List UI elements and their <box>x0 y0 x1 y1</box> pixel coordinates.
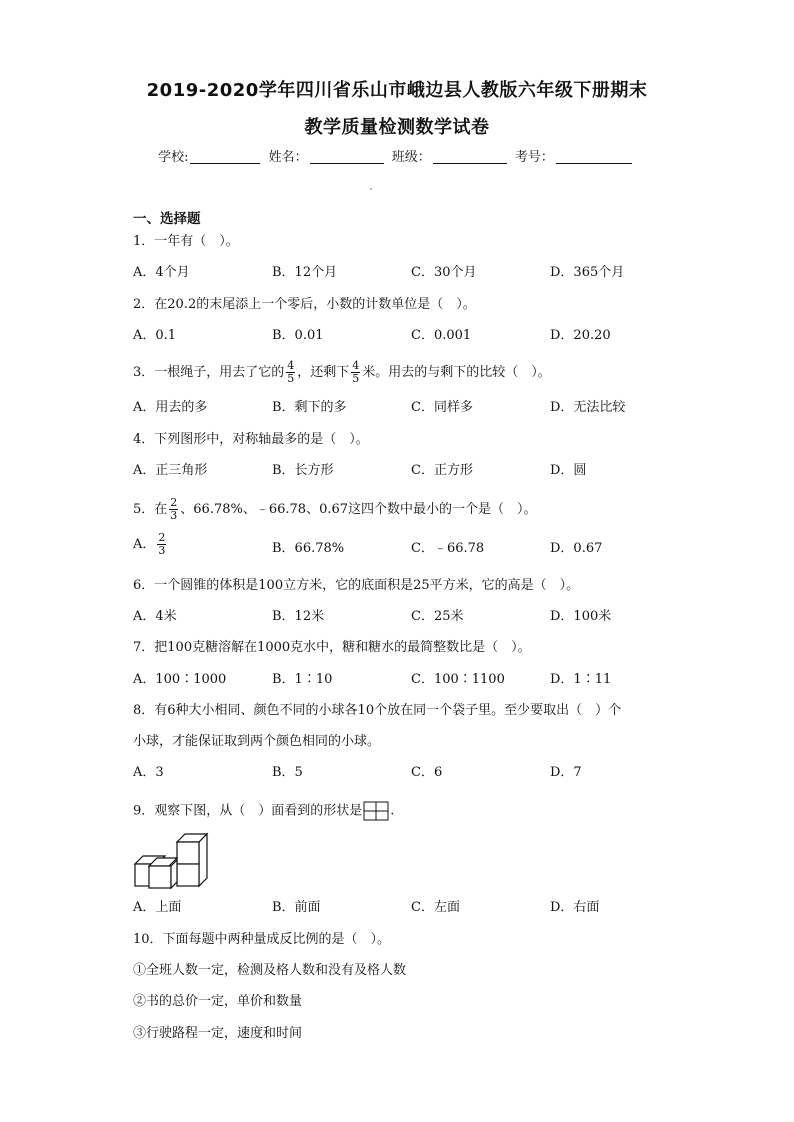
option-c[interactable]: C．﹣66.78 <box>411 541 485 556</box>
numerator: 4 <box>352 359 360 372</box>
option-b[interactable]: B．5 <box>272 765 303 780</box>
denominator: 5 <box>352 372 360 385</box>
option-a[interactable]: A．0.1 <box>133 328 177 343</box>
option-b[interactable]: B．12米 <box>272 609 325 624</box>
option-c[interactable]: C．100∶1100 <box>411 672 505 687</box>
option-d[interactable]: D．右面 <box>550 900 600 915</box>
denominator: 5 <box>287 372 295 385</box>
fraction <box>169 497 178 522</box>
denominator: 3 <box>170 509 178 522</box>
option-c[interactable]: C．同样多 <box>411 400 473 415</box>
question-2-stem: 2．在20.2的末尾添上一个零后，小数的计数单位是（ ）。 <box>133 297 476 312</box>
option-a[interactable]: A．上面 <box>133 900 182 915</box>
question-9-options <box>133 899 693 917</box>
option-a[interactable]: A．100∶1000 <box>133 672 227 687</box>
question-9-stem <box>133 801 394 821</box>
stem-part: 、66.78%、﹣66.78、0.67这四个数中最小的一个是（ ）。 <box>180 502 537 517</box>
exam-number-label: 考号： <box>514 150 554 165</box>
option-b[interactable]: B．0.01 <box>272 328 324 343</box>
name-label: 姓名： <box>268 150 308 165</box>
exam-title-line1: 2019-2020学年四川省乐山市峨边县人教版六年级下册期末 <box>146 80 648 101</box>
option-c[interactable]: C．6 <box>411 765 443 780</box>
question-4-stem: 4．下列图形中，对称轴最多的是（ ）。 <box>133 432 369 447</box>
option-d[interactable]: D．20.20 <box>550 328 611 343</box>
cube-figure <box>133 832 213 890</box>
question-1-stem: 1．一年有（ ）。 <box>133 234 239 249</box>
question-7-stem: 7．把100克糖溶解在1000克水中，糖和糖水的最简整数比是（ ）。 <box>133 640 531 655</box>
option-d[interactable]: D．7 <box>550 765 582 780</box>
question-3-stem <box>133 360 551 385</box>
question-8-options <box>133 764 693 782</box>
view-shape-icon <box>363 801 389 821</box>
school-label: 学校: <box>158 150 189 165</box>
option-d[interactable]: D．1∶11 <box>550 672 612 687</box>
question-5-stem <box>133 497 537 522</box>
stem-part: 3．一根绳子，用去了它的 <box>133 365 285 380</box>
option-b[interactable]: B．长方形 <box>272 463 334 478</box>
option-c[interactable]: C．正方形 <box>411 463 473 478</box>
fraction <box>351 360 360 385</box>
question-10-item-2: ②书的总价一定，单价和数量 <box>133 994 303 1009</box>
name-blank[interactable] <box>310 149 384 164</box>
option-d[interactable]: D．365个月 <box>550 265 625 280</box>
question-8-stem-continued: 小球，才能保证取到两个颜色相同的小球。 <box>133 734 381 749</box>
option-a[interactable]: A．4米 <box>133 609 177 624</box>
question-6-stem: 6．一个圆锥的体积是100立方米，它的底面积是25平方米，它的高是（ ）。 <box>133 578 580 593</box>
numerator: 2 <box>170 496 178 509</box>
question-6-options <box>133 608 693 626</box>
option-a[interactable]: A．3 <box>133 765 164 780</box>
fraction <box>157 532 166 557</box>
question-1-options <box>133 264 693 282</box>
option-b[interactable]: B．66.78% <box>272 541 345 556</box>
option-a[interactable]: A．正三角形 <box>133 463 208 478</box>
option-c[interactable]: C．25米 <box>411 609 464 624</box>
stem-part: 9．观察下图，从（ ）面看到的形状是 <box>133 803 363 819</box>
option-c[interactable]: C．左面 <box>411 900 460 915</box>
question-10-stem: 10．下面每题中两种量成反比例的是（ ）。 <box>133 932 391 947</box>
scan-dot <box>370 188 372 190</box>
stem-part: . <box>390 803 395 819</box>
question-5-options <box>133 531 693 558</box>
class-label: 班级： <box>391 150 431 165</box>
option-d[interactable]: D．圆 <box>550 463 587 478</box>
option-d[interactable]: D．无法比较 <box>550 400 626 415</box>
option-a[interactable]: A．用去的多 <box>133 400 208 415</box>
exam-title-line2: 教学质量检测数学试卷 <box>304 117 490 138</box>
option-a[interactable] <box>133 532 168 557</box>
stem-part: 5．在 <box>133 502 168 517</box>
fraction <box>286 360 295 385</box>
class-blank[interactable] <box>433 149 507 164</box>
option-b[interactable]: B．12个月 <box>272 265 338 280</box>
question-10-item-3: ③行驶路程一定，速度和时间 <box>133 1026 303 1041</box>
option-prefix: A． <box>133 537 156 552</box>
option-b[interactable]: B．剩下的多 <box>272 400 347 415</box>
numerator: 2 <box>158 531 166 544</box>
school-blank[interactable] <box>190 149 260 164</box>
numerator: 4 <box>287 359 295 372</box>
question-2-options <box>133 327 693 345</box>
question-4-options <box>133 462 693 480</box>
option-d[interactable]: D．0.67 <box>550 541 603 556</box>
option-c[interactable]: C．30个月 <box>411 265 477 280</box>
denominator: 3 <box>158 544 166 557</box>
exam-number-blank[interactable] <box>556 149 632 164</box>
question-3-options <box>133 399 693 417</box>
student-info-row <box>0 146 794 165</box>
option-c[interactable]: C．0.001 <box>411 328 472 343</box>
section-heading: 一、选择题 <box>133 211 201 227</box>
question-8-stem: 8．有6种大小相同、颜色不同的小球各10个放在同一个袋子里。至少要取出（ ）个 <box>133 703 622 718</box>
question-7-options <box>133 671 693 689</box>
option-b[interactable]: B．前面 <box>272 900 321 915</box>
stem-part: ，还剩下 <box>297 365 350 380</box>
option-b[interactable]: B．1∶10 <box>272 672 333 687</box>
option-a[interactable]: A．4个月 <box>133 265 190 280</box>
question-10-item-1: ①全班人数一定，检测及格人数和没有及格人数 <box>133 963 407 978</box>
option-d[interactable]: D．100米 <box>550 609 612 624</box>
stem-part: 米。用去的与剩下的比较（ ）。 <box>362 365 551 380</box>
